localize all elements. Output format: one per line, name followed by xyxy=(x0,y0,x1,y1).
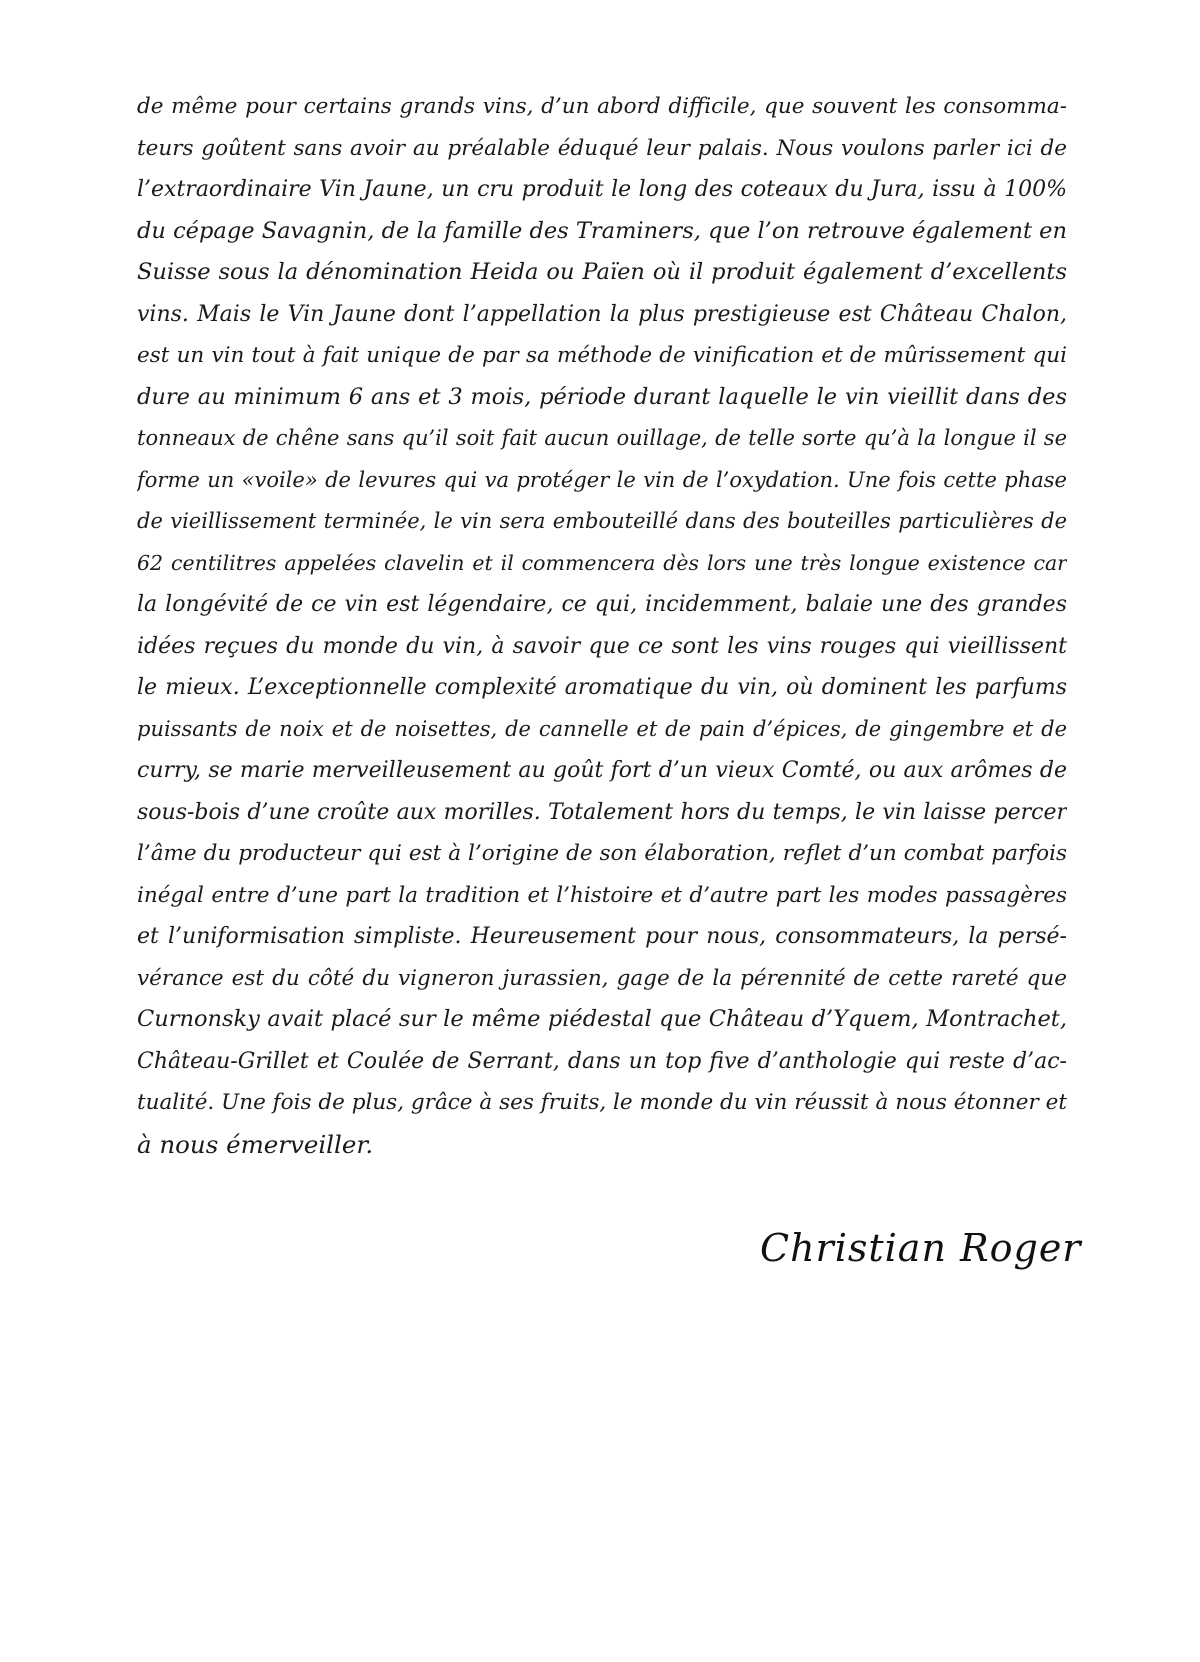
text-line: du cépage Savagnin, de la famille des Traminers, que l’on retrouve également en xyxy=(137,217,1067,244)
text-line: curry, se marie merveilleusement au goût fort d’un vieux Comté, ou aux arômes de xyxy=(137,758,1067,783)
text-line: Suisse sous la dénomination Heida ou Païen où il produit également d’excellents xyxy=(137,259,1067,285)
text-line: tualité. Une fois de plus, grâce à ses fruits, le monde du vin réussit à nous étonner et xyxy=(137,1090,1067,1115)
text-line: et l’uniformisation simpliste. Heureusement pour nous, consommateurs, la persé- xyxy=(137,924,1067,949)
text-line: Château-Grillet et Coulée de Serrant, dans un top five d’anthologie qui reste d’ac- xyxy=(137,1048,1067,1074)
text-line: la longévité de ce vin est légendaire, ce qui, incidemment, balaie une des grandes xyxy=(137,592,1067,617)
body-text xyxy=(137,86,1067,1165)
text-line: idées reçues du monde du vin, à savoir que ce sont les vins rouges qui vieillissent xyxy=(137,633,1067,659)
text-line: dure au minimum 6 ans et 3 mois, période durant laquelle le vin vieillit dans des xyxy=(137,383,1067,410)
text-line: vins. Mais le Vin Jaune dont l’appellation la plus prestigieuse est Château Chalon, xyxy=(137,301,1067,327)
text-line: de vieillissement terminée, le vin sera embouteillé dans des bouteilles particulières de xyxy=(137,509,1067,533)
text-line: l’extraordinaire Vin Jaune, un cru produit le long des coteaux du Jura, issu à 100% xyxy=(137,177,1067,202)
text-line: à nous émerveiller. xyxy=(137,1129,374,1159)
text-line: Curnonsky avait placé sur le même piédestal que Château d’Yquem, Montrachet, xyxy=(137,1006,1067,1032)
text-line: teurs goûtent sans avoir au préalable éduqué leur palais. Nous voulons parler ici de xyxy=(137,135,1067,161)
text-line: le mieux. L’exceptionnelle complexité aromatique du vin, où dominent les parfums xyxy=(137,675,1067,700)
text-line: l’âme du producteur qui est à l’origine de son élaboration, reflet d’un combat parfois xyxy=(137,841,1067,866)
text-line: inégal entre d’une part la tradition et l’histoire et d’autre part les modes passagères xyxy=(137,882,1067,908)
text-line: tonneaux de chêne sans qu’il soit fait aucun ouillage, de telle sorte qu’à la longue il se xyxy=(137,426,1067,450)
text-line: vérance est du côté du vigneron jurassien, gage de la pérennité de cette rareté que xyxy=(137,965,1067,991)
text-line: forme un «voile» de levures qui va protéger le vin de l’oxydation. Une fois cette phase xyxy=(137,467,1067,492)
author-signature: Christian Roger xyxy=(760,1226,1082,1270)
text-line: puissants de noix et de noisettes, de cannelle et de pain d’épices, de gingembre et de xyxy=(137,716,1067,741)
text-line: est un vin tout à fait unique de par sa méthode de vinification et de mûrissement qui xyxy=(137,343,1067,368)
text-line: 62 centilitres appelées clavelin et il commencera dès lors une très longue existence car xyxy=(137,550,1067,575)
text-line: de même pour certains grands vins, d’un abord difficile, que souvent les consomma- xyxy=(137,94,1067,119)
text-line: sous-bois d’une croûte aux morilles. Totalement hors du temps, le vin laisse percer xyxy=(137,799,1067,825)
